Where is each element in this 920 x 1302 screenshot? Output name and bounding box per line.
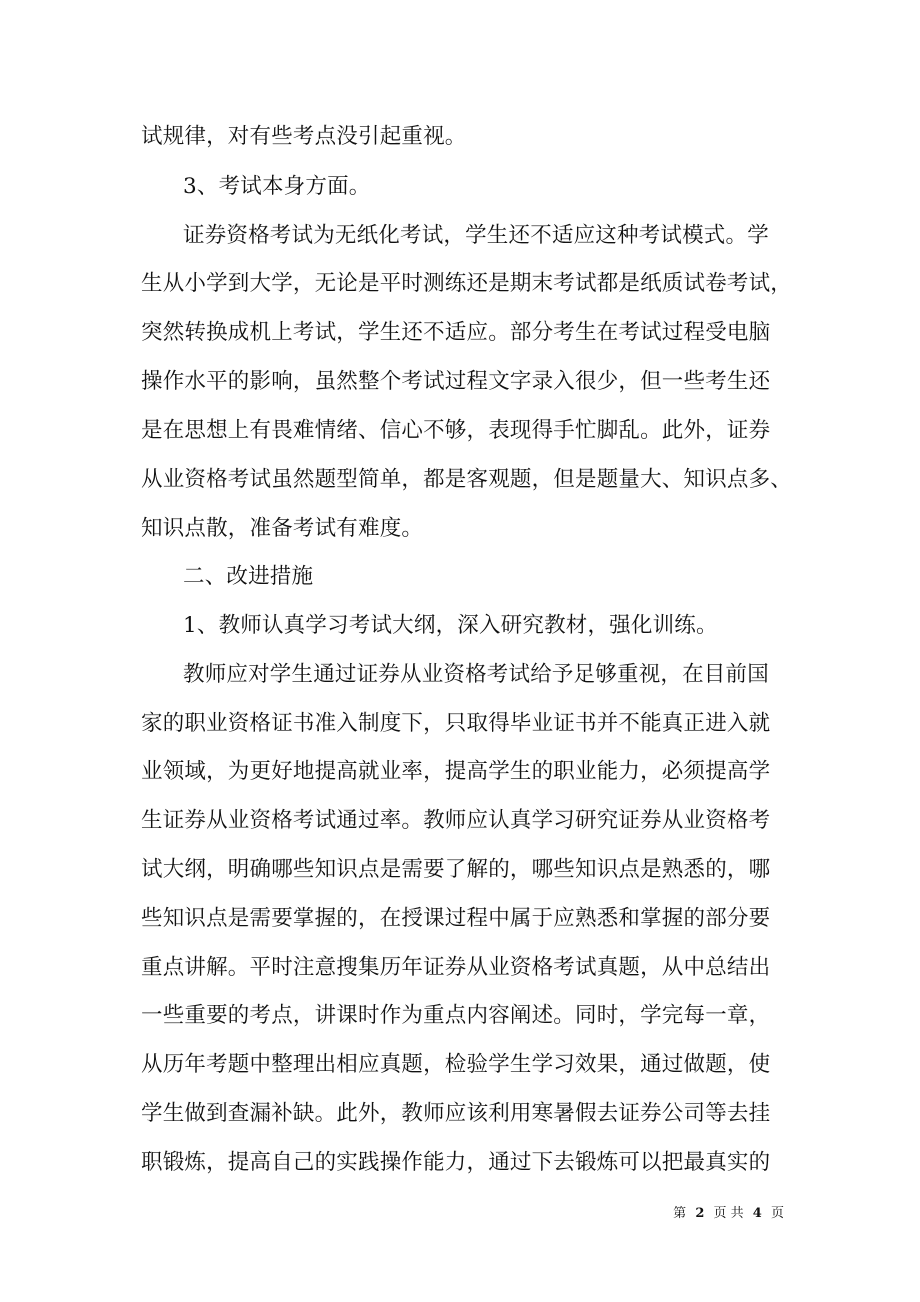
text-line: 教师应对学生通过证券从业资格考试给予足够重视，在目前国 [183, 662, 769, 687]
text-line: 一些重要的考点，讲课时作为重点内容阐述。同时，学完每一章， [141, 1003, 771, 1028]
page-footer [673, 1206, 784, 1222]
text-line: 生证券从业资格考试通过率。教师应认真学习研究证券从业资格考 [141, 808, 771, 833]
text-line: 证券资格考试为无纸化考试，学生还不适应这种考试模式。学 [183, 223, 769, 248]
text-line: 从历年考题中整理出相应真题，检验学生学习效果，通过做题，使 [141, 1052, 771, 1077]
text-line: 操作水平的影响，虽然整个考试过程文字录入很少，但一些考生还 [141, 369, 771, 394]
text-line: 学生做到查漏补缺。此外，教师应该利用寒暑假去证券公司等去挂 [141, 1101, 771, 1126]
text-line: 重点讲解。平时注意搜集历年证券从业资格考试真题，从中总结出 [141, 955, 771, 980]
section-heading: 3、考试本身方面。 [183, 174, 371, 199]
section-heading: 1、教师认真学习考试大纲，深入研究教材，强化训练。 [183, 613, 718, 638]
text-line: 业领域，为更好地提高就业率，提高学生的职业能力，必须提高学 [141, 759, 771, 784]
text-line: 突然转换成机上考试，学生还不适应。部分考生在考试过程受电脑 [141, 320, 771, 345]
text-line: 生从小学到大学，无论是平时测练还是期末考试都是纸质试卷考试， [141, 271, 793, 296]
footer-suffix: 页 [770, 1206, 784, 1221]
current-page-number: 2 [695, 1206, 705, 1221]
footer-middle: 页 共 [713, 1206, 744, 1221]
text-line: 试规律，对有些考点没引起重视。 [141, 124, 467, 149]
text-line: 些知识点是需要掌握的，在授课过程中属于应熟悉和掌握的部分要 [141, 906, 771, 931]
footer-prefix: 第 [673, 1206, 687, 1221]
text-line: 职锻炼，提高自己的实践操作能力，通过下去锻炼可以把最真实的 [141, 1150, 771, 1175]
text-line: 知识点散，准备考试有难度。 [141, 516, 424, 541]
section-heading: 二、改进措施 [183, 564, 314, 589]
text-line: 家的职业资格证书准入制度下，只取得毕业证书并不能真正进入就 [141, 711, 771, 736]
text-line: 试大纲，明确哪些知识点是需要了解的，哪些知识点是熟悉的，哪 [141, 857, 771, 882]
text-line: 从业资格考试虽然题型简单，都是客观题，但是题量大、知识点多、 [141, 467, 793, 492]
text-line: 是在思想上有畏难情绪、信心不够，表现得手忙脚乱。此外，证券 [141, 418, 771, 443]
total-pages-number: 4 [752, 1206, 762, 1221]
